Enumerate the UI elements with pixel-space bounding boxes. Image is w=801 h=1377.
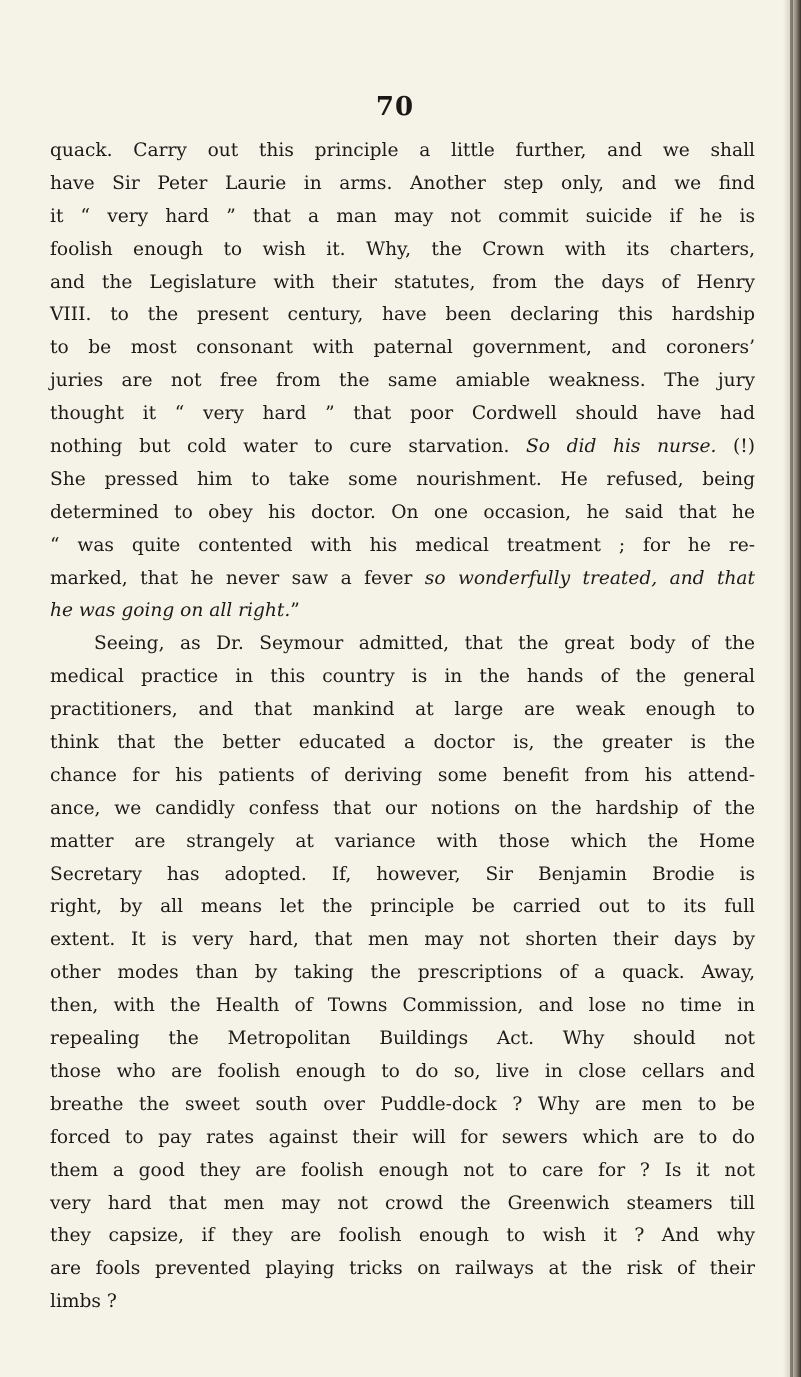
- text-line: determined to obey his doctor. On one occasion, he said that he: [50, 501, 755, 523]
- text-line-mixed: [50, 431, 755, 464]
- text-line: they capsize, if they are foolish enough to wish it ? And why: [50, 1225, 755, 1247]
- text-line: VIII. to the present century, have been declaring this hardship: [50, 304, 755, 326]
- text-line: chance for his patients of deriving some benefit from his attend-: [50, 764, 755, 786]
- text-line: are fools prevented playing tricks on railways at the risk of their: [50, 1258, 755, 1280]
- text-line: matter are strangely at variance with those which the Home: [50, 830, 755, 852]
- italic-span: he was going on all right.: [50, 600, 291, 622]
- text-line: have Sir Peter Laurie in arms. Another step only, and we find: [50, 172, 755, 194]
- text-line: medical practice in this country is in the hands of the general: [50, 666, 755, 688]
- text-line: juries are not free from the same amiable weakness. The jury: [50, 370, 755, 392]
- text-line: thought it “ very hard ” that poor Cordwell should have had: [50, 403, 755, 425]
- text-line: forced to pay rates against their will for sewers which are to do: [50, 1126, 755, 1148]
- text-span: nothing but cold water to cure starvation.: [50, 436, 527, 458]
- text-line: it “ very hard ” that a man may not commit suicide if he is: [50, 205, 755, 227]
- text-line-mixed: [50, 563, 755, 596]
- text-line: repealing the Metropolitan Buildings Act. Why should not: [50, 1028, 755, 1050]
- text-line: think that the better educated a doctor is, the greater is the: [50, 732, 755, 754]
- text-line: “ was quite contented with his medical treatment ; for he re-: [50, 534, 755, 556]
- text-line: breathe the sweet south over Puddle-dock ? Why are men to be: [50, 1093, 755, 1115]
- text-span: ”: [290, 600, 300, 622]
- italic-span: so wonderfully treated, and that: [424, 567, 755, 589]
- text-line: to be most consonant with paternal government, and coroners’: [50, 337, 755, 359]
- body-text: [50, 135, 755, 1319]
- text-line: and the Legislature with their statutes, from the days of Henry: [50, 271, 755, 293]
- text-line: practitioners, and that mankind at large are weak enough to: [50, 699, 755, 721]
- text-line: limbs ?: [50, 1291, 117, 1313]
- italic-span: So did his nurse.: [526, 436, 717, 458]
- text-line: very hard that men may not crowd the Greenwich steamers till: [50, 1192, 755, 1214]
- text-line: extent. It is very hard, that men may not shorten their days by: [50, 929, 755, 951]
- text-span: marked, that he never saw a fever: [50, 567, 425, 589]
- page-number: 70: [375, 92, 415, 122]
- text-line: those who are foolish enough to do so, live in close cellars and: [50, 1060, 755, 1082]
- text-line: other modes than by taking the prescriptions of a quack. Away,: [50, 962, 755, 984]
- text-line: then, with the Health of Towns Commission, and lose no time in: [50, 995, 755, 1017]
- text-line: Seeing, as Dr. Seymour admitted, that the great body of the: [94, 633, 755, 655]
- text-line: foolish enough to wish it. Why, the Crown with its charters,: [50, 238, 755, 260]
- text-line: right, by all means let the principle be carried out to its full: [50, 896, 755, 918]
- text-line: them a good they are foolish enough not to care for ? Is it not: [50, 1159, 755, 1181]
- text-line: ance, we candidly confess that our notions on the hardship of the: [50, 797, 755, 819]
- text-line-mixed: [50, 595, 755, 628]
- text-span: (!): [716, 436, 755, 458]
- text-line: She pressed him to take some nourishment. He refused, being: [50, 468, 755, 490]
- text-line: quack. Carry out this principle a little further, and we shall: [50, 140, 755, 161]
- text-line: Secretary has adopted. If, however, Sir Benjamin Brodie is: [50, 863, 755, 885]
- page-edge-line: [790, 0, 793, 1377]
